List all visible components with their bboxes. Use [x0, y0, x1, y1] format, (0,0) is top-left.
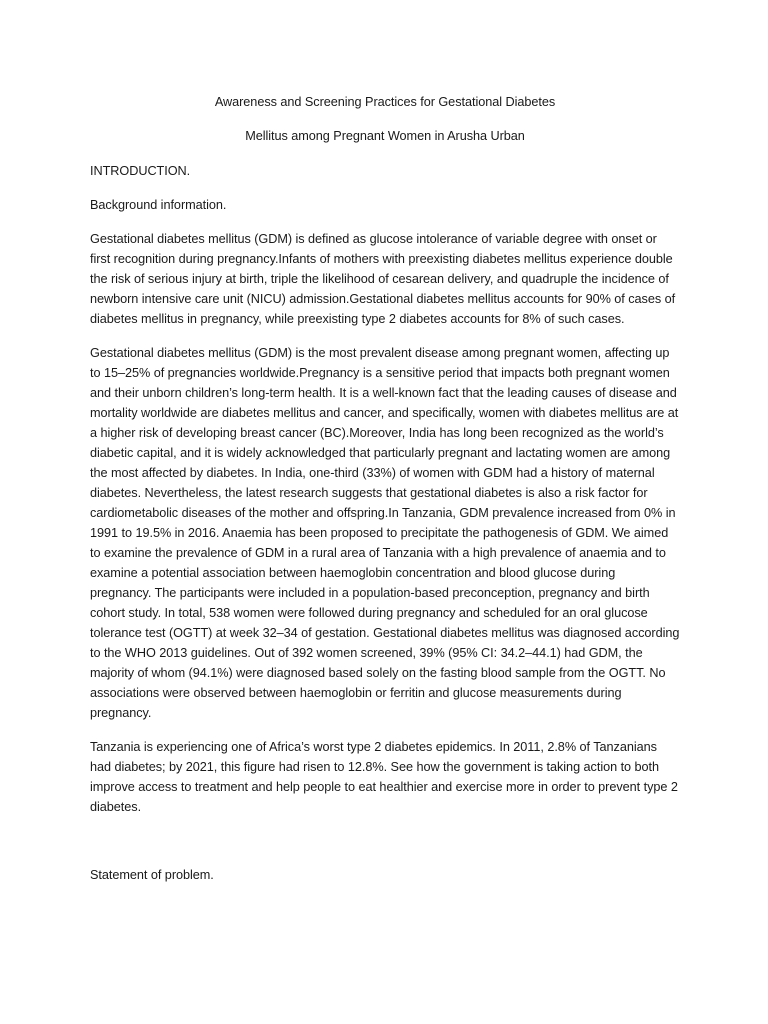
paragraph-gdm-definition: Gestational diabetes mellitus (GDM) is defined as glucose intolerance of variable degree with onset or first recognition during pregnancy.Infants of mothers with preexisting diabetes mellitus experience double the risk of serious injury at birth, triple the likelihood of cesarean delivery, and quadruple the incidence of newborn intensive care unit (NICU) admission.Gestational diabetes mellitus accounts for 90% of cases of diabetes mellitus in pregnancy, while preexisting type 2 diabetes accounts for 8% of such cases. [90, 232, 676, 326]
statement-of-problem-heading: Statement of problem. [90, 868, 214, 882]
paragraph-gdm-prevalence: Gestational diabetes mellitus (GDM) is the most prevalent disease among pregnant women, affecting up to 15–25% of pregnancies worldwide.Pregnancy is a sensitive period that impacts both pregnant women and their unborn children’s long-term health. It is a well-known fact that the leading causes of disease and mortality worldwide are diabetes mellitus and cancer, and specifically, women with diabetes mellitus are at a higher risk of developing breast cancer (BC).Moreover, India has long been recognized as the world’s diabetic capital, and it is widely acknowledged that particularly pregnant and lactating women are among the most affected by diabetes. In India, one-third (33%) of women with GDM had a history of maternal diabetes. Nevertheless, the latest research suggests that gestational diabetes is also a risk factor for cardiometabolic diseases of the mother and offspring.In Tanzania, GDM prevalence increased from 0% in 1991 to 19.5% in 2016. Anaemia has been proposed to precipitate the pathogenesis of GDM. We aimed to examine the prevalence of GDM in a rural area of Tanzania with a high prevalence of anaemia and to examine a potential association between haemoglobin concentration and blood glucose during pregnancy. The participants were included in a population-based preconception, pregnancy and birth cohort study. In total, 538 women were followed during pregnancy and scheduled for an oral glucose tolerance test (OGTT) at week 32–34 of gestation. Gestational diabetes mellitus was diagnosed according to the WHO 2013 guidelines. Out of 392 women screened, 39% (95% CI: 34.2–44.1) had GDM, the majority of whom (94.1%) were diagnosed based solely on the fasting blood sample from the OGTT. No associations were observed between haemoglobin or ferritin and glucose measurements during pregnancy. [90, 346, 680, 720]
document-title-line-1: Awareness and Screening Practices for Gestational Diabetes [214, 95, 556, 109]
document-page [90, 92, 680, 885]
paragraph-tanzania-diabetes: Tanzania is experiencing one of Africa’s worst type 2 diabetes epidemics. In 2011, 2.8% of Tanzanians had diabetes; by 2021, this figure had risen to 12.8%. See how the government is taking action to both improve access to treatment and help people to eat healthier and exercise more in order to prevent type 2 diabetes. [90, 740, 678, 814]
background-heading: Background information. [90, 198, 227, 212]
document-title-line-2: Mellitus among Pregnant Women in Arusha Urban [245, 129, 525, 143]
introduction-heading: INTRODUCTION. [90, 164, 191, 178]
